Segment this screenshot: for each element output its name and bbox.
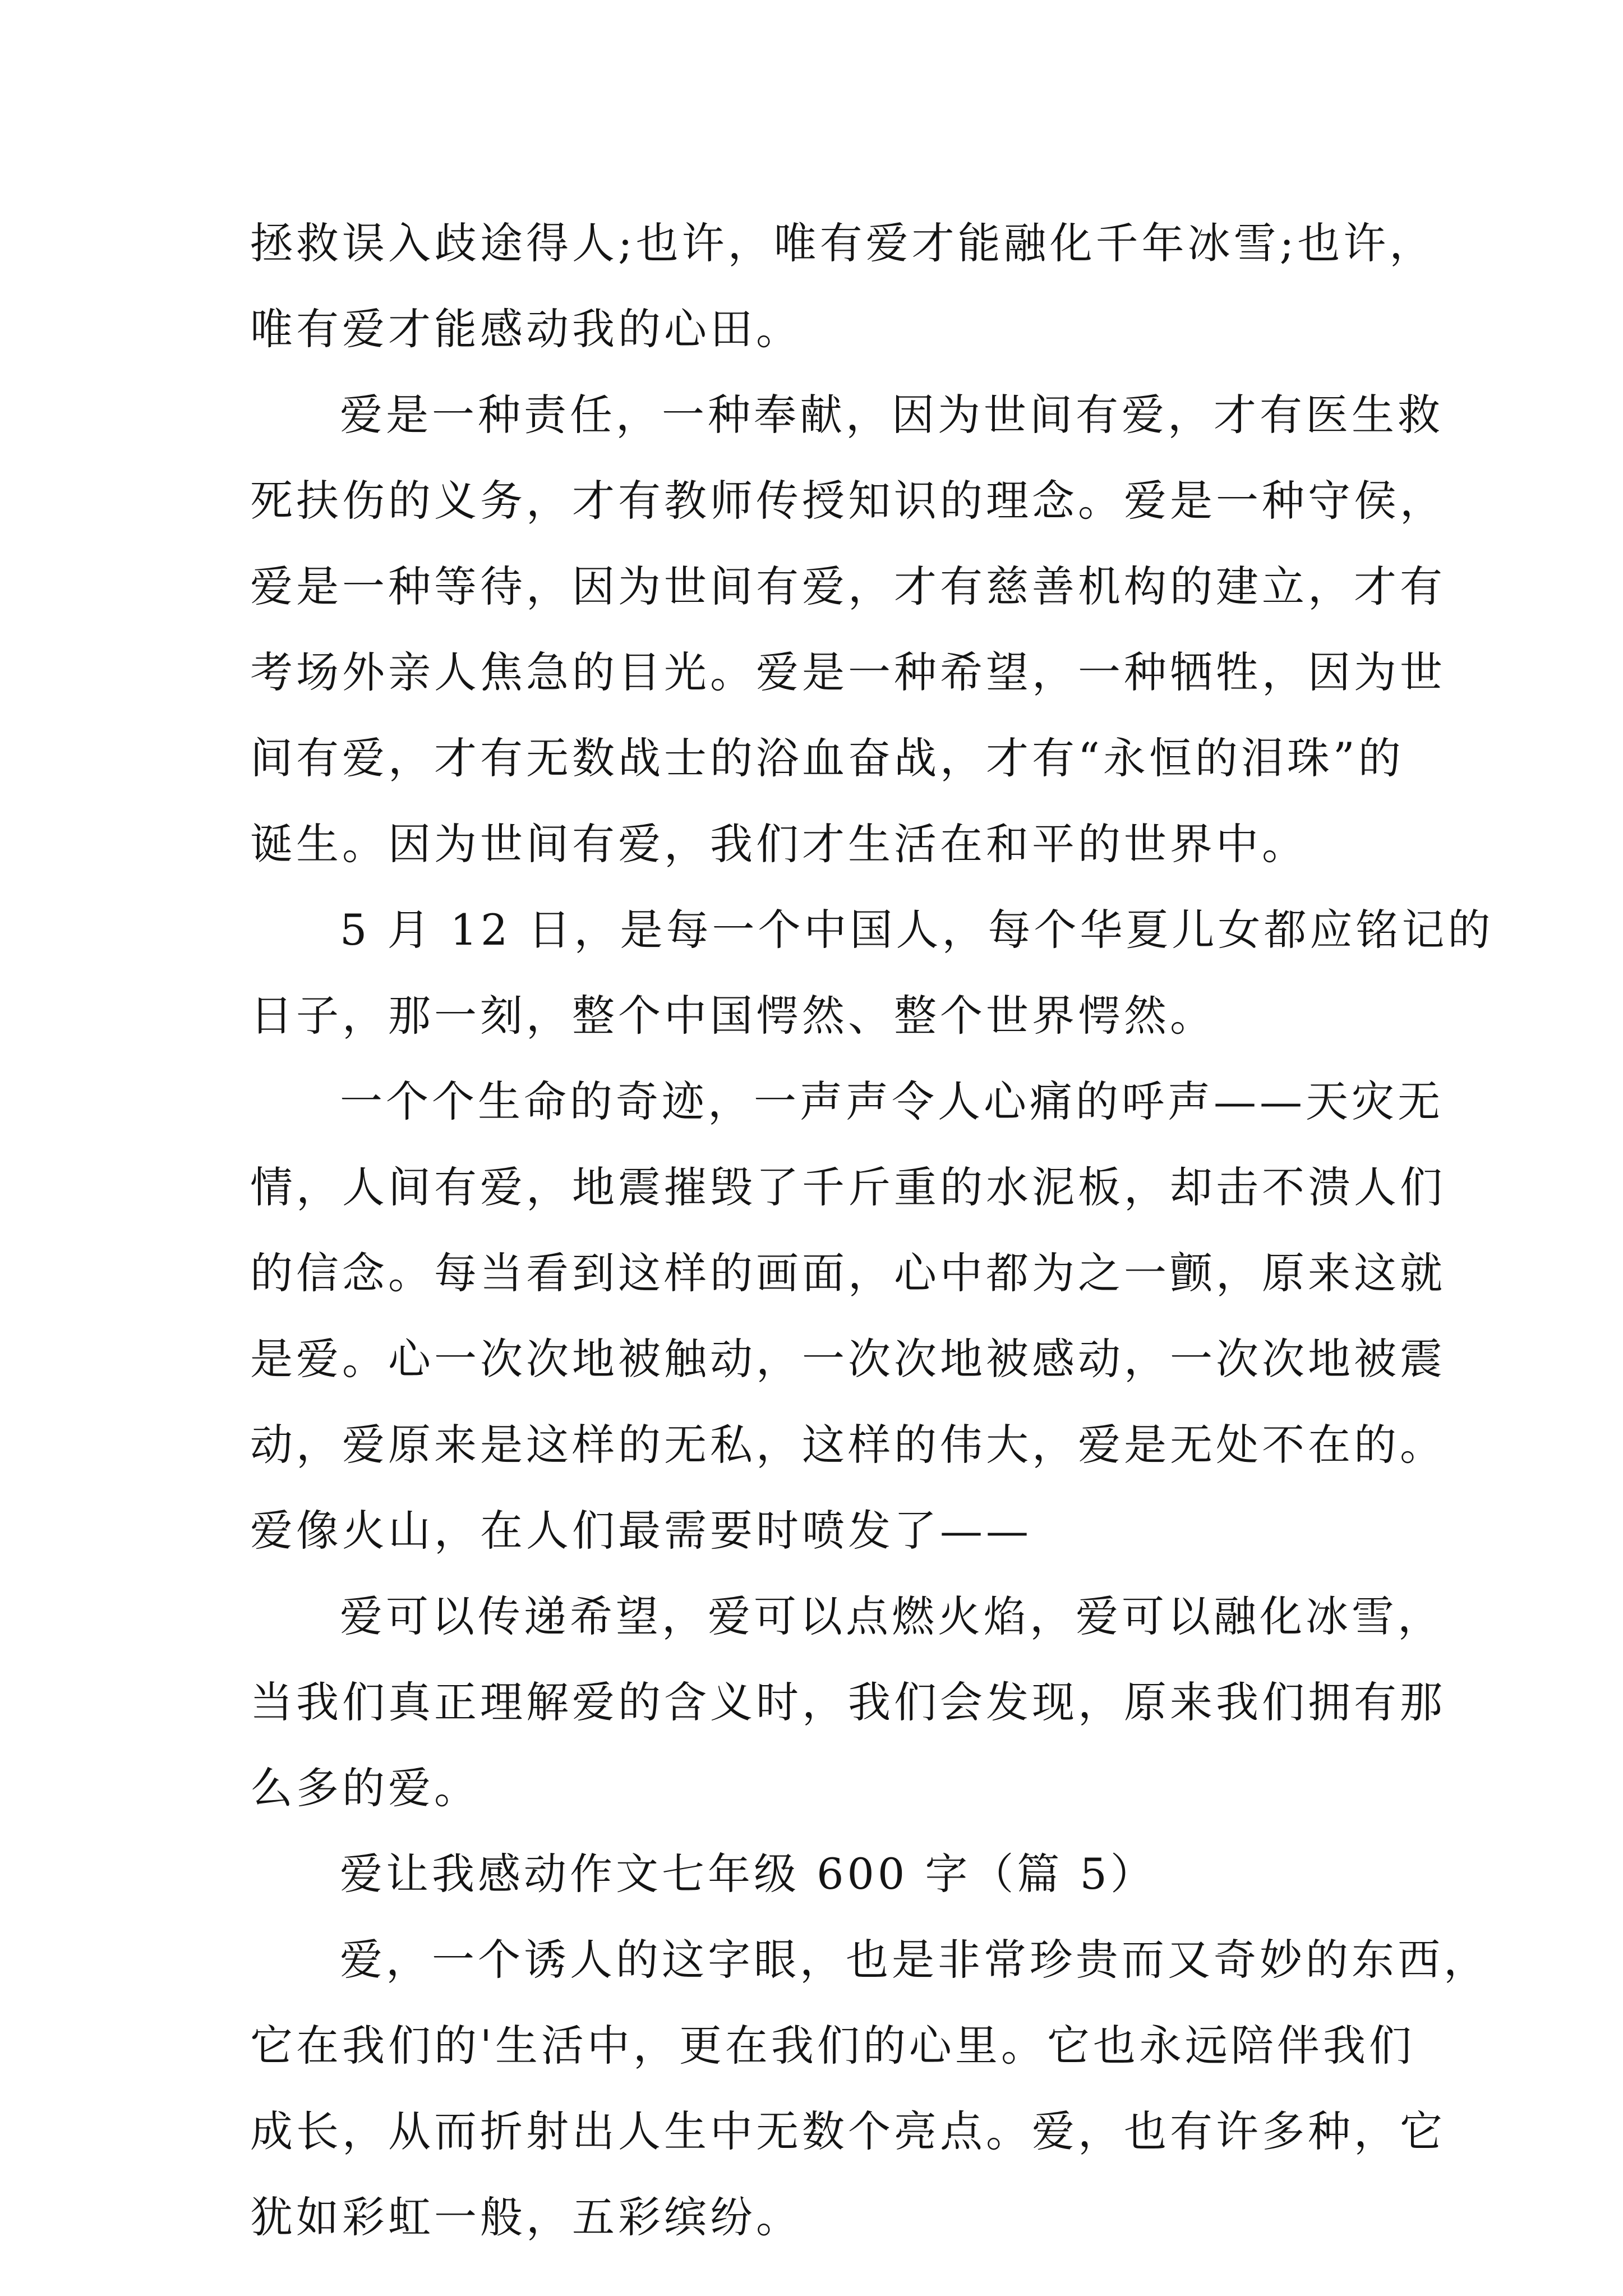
text-line: 日子，那一刻，整个中国愕然、整个世界愕然。 [250,991,1216,1041]
paragraph-2 [250,372,1446,887]
section-heading [250,1831,1400,1917]
text-line: 爱，一个诱人的这字眼，也是非常珍贵而又奇妙的东西， [340,1935,1490,1985]
text-line: 是爱。心一次次地被触动，一次次地被感动，一次次地被震 [250,1334,1446,1384]
text-line: 一个个生命的奇迹，一声声令人心痛的呼声——天灾无 [340,1076,1444,1126]
text-line: 拯救误入歧途得人;也许，唯有爱才能融化千年冰雪;也许， [250,218,1436,268]
text-line: 犹如彩虹一般，五彩缤纷。 [250,2192,802,2242]
text-line: 爱是一种责任，一种奉献，因为世间有爱，才有医生救 [340,390,1444,440]
heading-text: 爱让我感动作文七年级 600 字（篇 5） [340,1849,1156,1899]
paragraph-4 [250,1059,1446,1573]
text-line: 诞生。因为世间有爱，我们才生活在和平的世界中。 [250,819,1308,869]
text-line: 么多的爱。 [250,1763,480,1813]
text-line: 唯有爱才能感动我的心田。 [250,304,802,354]
text-line: 爱像火山，在人们最需要时喷发了—— [250,1506,1032,1556]
document-body [250,200,1494,2260]
text-line: 情，人间有爱，地震摧毁了千斤重的水泥板，却击不溃人们 [250,1162,1446,1212]
text-line: 考场外亲人焦急的目光。爱是一种希望，一种牺牲，因为世 [250,647,1446,697]
text-line: 5 月 12 日，是每一个中国人，每个华夏儿女都应铭记的 [340,905,1494,955]
text-line: 它在我们的'生活中，更在我们的心里。它也永远陪伴我们 [250,2021,1415,2070]
paragraph-5 [250,1573,1446,1831]
text-line: 动，爱原来是这样的无私，这样的伟大，爱是无处不在的。 [250,1420,1446,1470]
text-line: 爱是一种等待，因为世间有爱，才有慈善机构的建立，才有 [250,562,1446,611]
text-line: 的信念。每当看到这样的画面，心中都为之一颤，原来这就 [250,1248,1446,1298]
text-line: 成长，从而折射出人生中无数个亮点。爱，也有许多种，它 [250,2106,1446,2156]
text-line: 爱可以传递希望，爱可以点燃火焰，爱可以融化冰雪， [340,1591,1444,1641]
text-line: 间有爱，才有无数战士的浴血奋战，才有“永恒的泪珠”的 [250,733,1404,783]
text-line: 死扶伤的义务，才有教师传授知识的理念。爱是一种守侯， [250,476,1446,526]
paragraph-1 [250,200,1436,372]
paragraph-6 [250,1917,1490,2260]
text-line: 当我们真正理解爱的含义时，我们会发现，原来我们拥有那 [250,1677,1446,1727]
paragraph-3 [250,887,1494,1059]
